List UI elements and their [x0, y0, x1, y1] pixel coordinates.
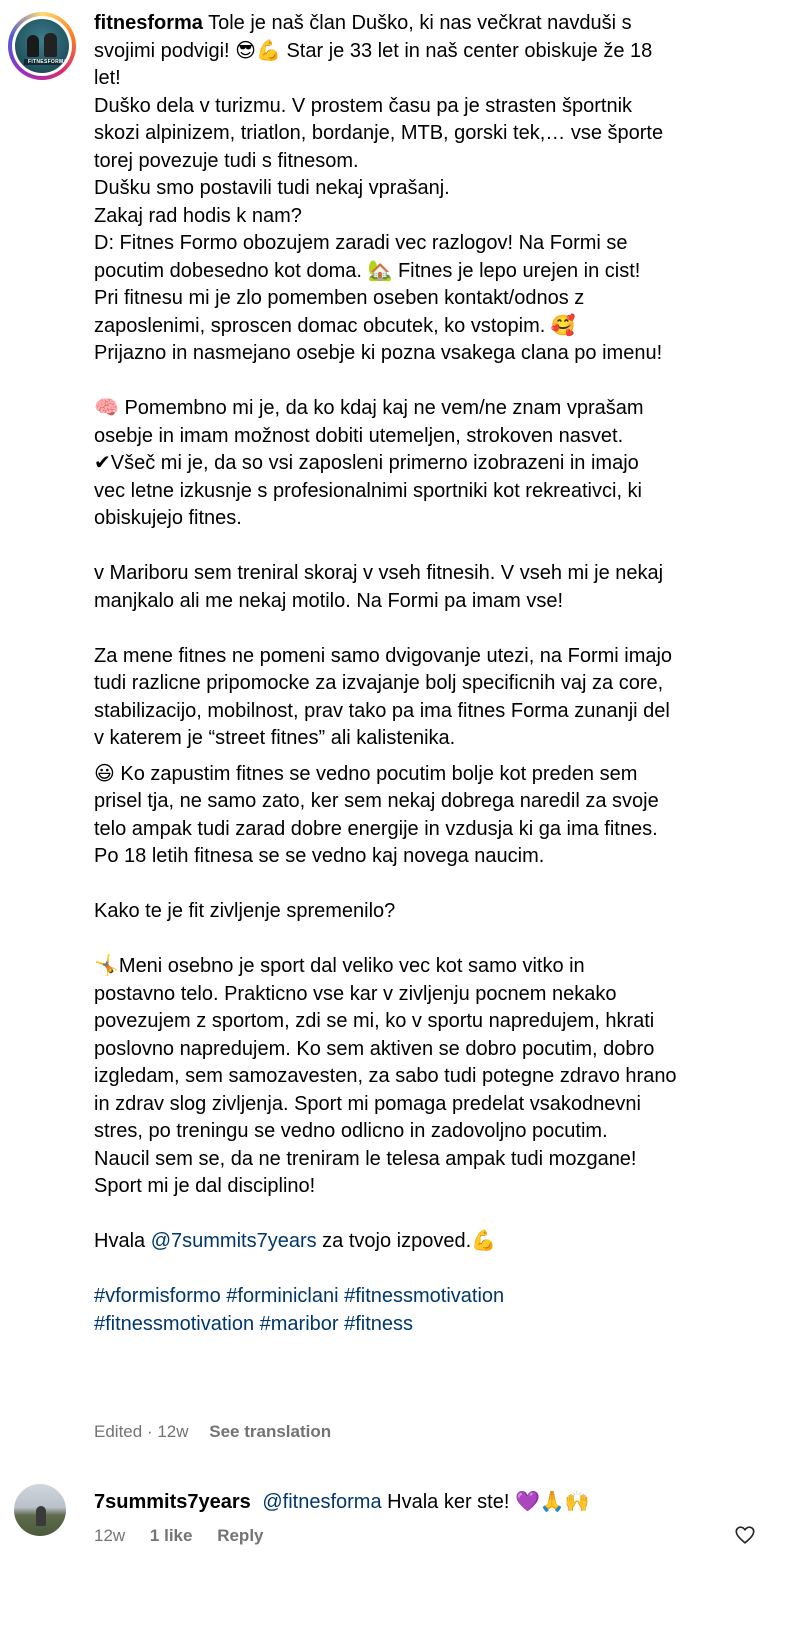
- caption-line: 😃 Ko zapustim fitnes se vedno pocutim bolje kot preden sem: [94, 762, 638, 785]
- hashtag-link[interactable]: #maribor: [259, 1312, 339, 1335]
- caption-blank-line: [94, 926, 784, 954]
- caption-line: Prijazno in nasmejano osebje ki pozna vsakega clana po imenu!: [94, 342, 663, 364]
- caption-line: stres, po treningu se vedno odlicno in zadovoljno pocutim.: [94, 1120, 608, 1142]
- heart-icon[interactable]: [734, 1524, 756, 1546]
- caption-line: vec letne izkusnje s profesionalnimi sportniki kot rekreativci, ki: [94, 479, 642, 502]
- hashtag-line: [94, 1283, 784, 1311]
- caption-line: osebje in imam možnost dobiti utemeljen, strokoven nasvet.: [94, 424, 624, 447]
- post-author-avatar[interactable]: [8, 12, 76, 80]
- caption-line: Naucil sem se, da ne treniram le telesa ampak tudi mozgane!: [94, 1147, 637, 1170]
- caption-line: Po 18 letih fitnesa se se vedno kaj novega naucim.: [94, 845, 545, 867]
- hashtag-link[interactable]: #forminiclani: [226, 1285, 339, 1307]
- caption-line: torej povezuje tudi s fitnesom.: [94, 149, 359, 172]
- caption-line: Kako te je fit zivljenje spremenilo?: [94, 900, 396, 922]
- caption-line: Za mene fitnes ne pomeni samo dvigovanje utezi, na Formi imajo: [94, 644, 673, 667]
- comment-mention[interactable]: @fitnesforma: [262, 1491, 382, 1513]
- avatar-image: [15, 19, 69, 73]
- mention-link[interactable]: @7summits7years: [150, 1230, 317, 1252]
- caption-line: manjkalo ali me nekaj motilo. Na Formi pa imam vse!: [94, 589, 564, 612]
- caption-blank-line: [94, 533, 784, 561]
- caption-line: v katerem je “street fitnes” ali kalistenika.: [94, 727, 456, 749]
- caption-line: Duško dela v turizmu. V prostem času pa je strasten športnik: [94, 94, 633, 117]
- caption-blank-line: [94, 1256, 784, 1284]
- caption-line: obiskujejo fitnes.: [94, 507, 242, 529]
- post-caption: [94, 10, 784, 1338]
- caption-line: prisel tja, ne samo zato, ker sem nekaj dobrega naredil za svoje: [94, 790, 659, 812]
- caption-line: pocutim dobesedno kot doma. 🏡 Fitnes je lepo urejen in cist!: [94, 259, 641, 282]
- hashtag-link[interactable]: #fitness: [344, 1312, 414, 1335]
- caption-line: in zdrav slog zivljenja. Sport mi pomaga predelat vsakodnevni: [94, 1092, 641, 1115]
- caption-line: Pri fitnesu mi je zlo pomemben oseben kontakt/odnos z: [94, 287, 585, 309]
- comment-age: 12w: [94, 1526, 126, 1545]
- caption-gap: [94, 753, 784, 761]
- caption-line: 🤸Meni osebno je sport dal veliko vec kot samo vitko in: [94, 955, 585, 977]
- caption-line: 🧠 Pomembno mi je, da ko kdaj kaj ne vem/ne znam vprašam: [94, 397, 644, 419]
- reply-button[interactable]: Reply: [217, 1526, 264, 1545]
- caption-line: postavno telo. Prakticno vse kar v zivljenju pocnem nekako: [94, 982, 617, 1005]
- caption-line: D: Fitnes Formo obozujem zaradi vec razlogov! Na Formi se: [94, 232, 628, 254]
- caption-line: izgledam, sem samozavesten, za sabo tudi potegne zdravo hrano: [94, 1065, 677, 1087]
- post-username[interactable]: fitnesforma: [94, 12, 203, 34]
- comment-author-avatar[interactable]: [14, 1484, 66, 1536]
- edited-label: Edited · 12w: [94, 1422, 189, 1441]
- see-translation-button[interactable]: See translation: [209, 1422, 332, 1441]
- caption-line: fitnesforma Tole je naš član Duško, ki nas večkrat navduši s: [94, 12, 632, 34]
- caption-blank-line: [94, 368, 784, 396]
- caption-blank-line: [94, 1201, 784, 1229]
- caption-line: poslovno napredujem. Ko sem aktiven se dobro pocutim, dobro: [94, 1037, 655, 1060]
- comment-meta: [94, 1526, 284, 1546]
- caption-line: Dušku smo postavili tudi nekaj vprašanj.: [94, 177, 450, 199]
- comment-body: Hvala ker ste! 💜🙏🙌: [381, 1491, 590, 1513]
- caption-line: v Mariboru sem treniral skoraj v vseh fitnesih. V vseh mi je nekaj: [94, 562, 664, 584]
- caption-line: Sport mi je dal disciplino!: [94, 1175, 316, 1197]
- hashtag-link[interactable]: #fitnessmotivation: [94, 1312, 255, 1335]
- caption-blank-line: [94, 871, 784, 899]
- caption-line: tudi razlicne pripomocke za izvajanje bolj specificnih vaj za core,: [94, 672, 664, 694]
- hashtag-link[interactable]: #fitnessmotivation: [344, 1285, 505, 1307]
- avatar-brand-text: FITNESFORMA: [28, 59, 68, 65]
- caption-line: let!: [94, 67, 121, 89]
- post-meta: [94, 1422, 347, 1442]
- caption-line: Hvala @7summits7years za tvojo izpoved.💪: [94, 1230, 497, 1252]
- caption-blank-line: [94, 615, 784, 643]
- comment-text: [94, 1488, 714, 1516]
- caption-line: povezujem z sportom, zdi se mi, ko v sportu napredujem, hkrati: [94, 1010, 655, 1032]
- comment-username[interactable]: 7summits7years: [94, 1491, 251, 1513]
- caption-line: svojimi podvigi! 😎💪 Star je 33 let in naš center obiskuje že 18: [94, 39, 653, 62]
- caption-line: ✔Všeč mi je, da so vsi zaposleni primerno izobrazeni in imajo: [94, 452, 639, 474]
- comment-likes[interactable]: 1 like: [149, 1526, 193, 1545]
- caption-line: Zakaj rad hodis k nam?: [94, 204, 302, 227]
- caption-line: stabilizacijo, mobilnost, prav tako pa ima fitnes Forma zunanji del: [94, 699, 670, 722]
- caption-line: zaposlenimi, sproscen domac obcutek, ko vstopim. 🥰: [94, 314, 576, 337]
- hashtag-line: [94, 1311, 784, 1339]
- hashtag-link[interactable]: #vformisformo: [94, 1285, 221, 1307]
- caption-line: skozi alpinizem, triatlon, bordanje, MTB, gorski tek,… vse športe: [94, 122, 664, 144]
- caption-line: telo ampak tudi zarad dobre energije in vzdusja ki ga ima fitnes.: [94, 817, 658, 840]
